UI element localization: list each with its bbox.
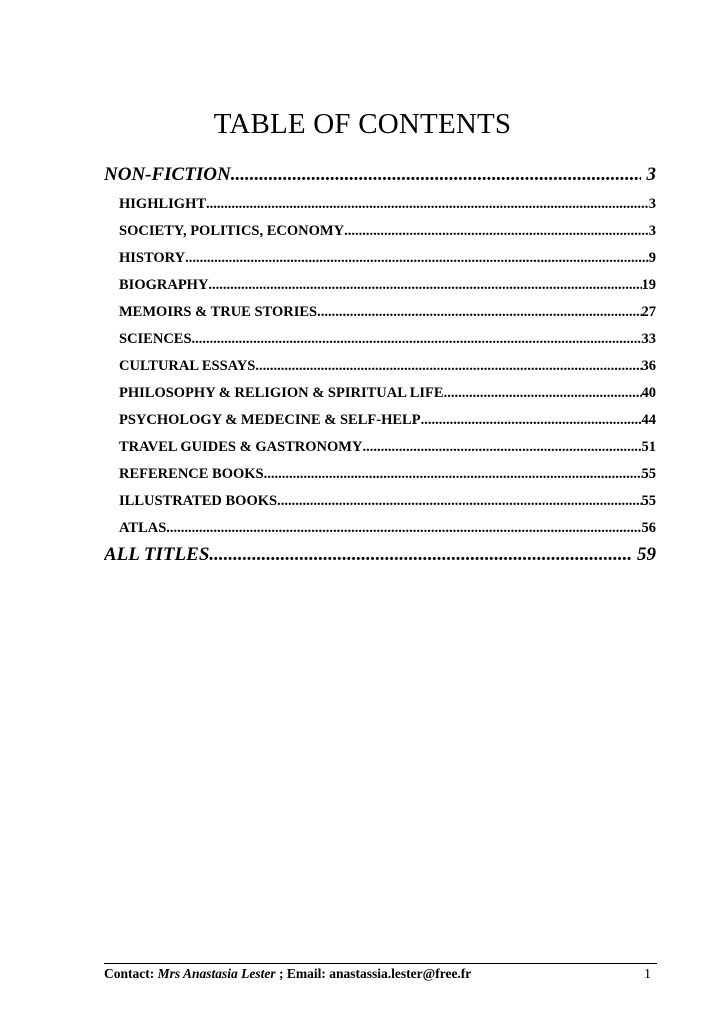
toc-section-all-titles[interactable] bbox=[104, 542, 656, 568]
toc-entry-label: REFERENCE BOOKS bbox=[119, 466, 264, 482]
toc-entry-memoirs-true-stories[interactable] bbox=[119, 299, 656, 326]
toc-leader-dots bbox=[317, 299, 641, 326]
toc-entry-label: ILLUSTRATED BOOKS bbox=[119, 493, 278, 509]
toc-leader-dots bbox=[362, 434, 641, 461]
table-of-contents bbox=[104, 162, 656, 568]
toc-entry-atlas[interactable] bbox=[119, 515, 656, 542]
contact-separator: ; bbox=[279, 966, 284, 981]
toc-entry-highlight[interactable] bbox=[119, 191, 656, 218]
toc-page-number: 44 bbox=[641, 412, 656, 428]
toc-entry-label: ATLAS bbox=[119, 520, 167, 536]
toc-leader-dots bbox=[192, 326, 642, 353]
toc-page-number: 51 bbox=[641, 439, 656, 455]
toc-entry-cultural-essays[interactable] bbox=[119, 353, 656, 380]
contact-label: Contact: bbox=[104, 966, 155, 981]
toc-section-label: ALL TITLES bbox=[104, 544, 210, 565]
toc-leader-dots bbox=[209, 542, 631, 568]
toc-entry-label: TRAVEL GUIDES & GASTRONOMY bbox=[119, 439, 363, 455]
toc-entry-psychology-medecine-self-help[interactable] bbox=[119, 407, 656, 434]
toc-entry-label: HIGHLIGHT bbox=[119, 196, 207, 212]
page-number: 1 bbox=[644, 967, 651, 982]
toc-page-number: 19 bbox=[641, 277, 656, 293]
toc-page-number: 3 bbox=[648, 223, 656, 239]
toc-entry-biography[interactable] bbox=[119, 272, 656, 299]
toc-section-label: NON-FICTION bbox=[104, 164, 231, 185]
toc-leader-dots bbox=[344, 218, 649, 245]
toc-page-number: 56 bbox=[641, 520, 656, 536]
page-title: TABLE OF CONTENTS bbox=[213, 108, 512, 140]
toc-page-number: 3 bbox=[646, 164, 656, 185]
toc-page-number: 40 bbox=[641, 385, 656, 401]
email-label: Email: bbox=[286, 966, 326, 981]
page-footer bbox=[104, 966, 657, 983]
email-address[interactable]: anastassia.lester@free.fr bbox=[329, 966, 472, 981]
toc-entry-history[interactable] bbox=[119, 245, 656, 272]
contact-name: Mrs Anastasia Lester bbox=[157, 966, 276, 981]
toc-entry-label: CULTURAL ESSAYS bbox=[119, 358, 256, 374]
toc-page-number: 36 bbox=[641, 358, 656, 374]
toc-leader-dots bbox=[185, 245, 649, 272]
toc-leader-dots bbox=[231, 162, 641, 188]
toc-entry-illustrated-books[interactable] bbox=[119, 488, 656, 515]
toc-page-number: 27 bbox=[641, 304, 656, 320]
toc-entry-label: BIOGRAPHY bbox=[119, 277, 209, 293]
toc-entry-society-politics-economy[interactable] bbox=[119, 218, 656, 245]
footer-contact bbox=[104, 966, 471, 982]
toc-page-number: 9 bbox=[648, 250, 656, 266]
toc-leader-dots bbox=[264, 461, 642, 488]
toc-leader-dots bbox=[206, 191, 649, 218]
toc-entry-sciences[interactable] bbox=[119, 326, 656, 353]
toc-entry-label: HISTORY bbox=[119, 250, 186, 266]
toc-leader-dots bbox=[421, 407, 642, 434]
toc-page-number: 59 bbox=[637, 544, 656, 565]
toc-page-number: 3 bbox=[648, 196, 656, 212]
toc-page-number: 55 bbox=[641, 466, 656, 482]
toc-entry-travel-guides-gastronomy[interactable] bbox=[119, 434, 656, 461]
toc-leader-dots bbox=[208, 272, 641, 299]
toc-leader-dots bbox=[255, 353, 641, 380]
toc-entry-label: PHILOSOPHY & RELIGION & SPIRITUAL LIFE bbox=[119, 385, 444, 401]
toc-leader-dots bbox=[277, 488, 641, 515]
toc-entry-label: PSYCHOLOGY & MEDECINE & SELF-HELP bbox=[119, 412, 421, 428]
toc-entry-philosophy-religion-spiritual-life[interactable] bbox=[119, 380, 656, 407]
toc-page-number: 55 bbox=[641, 493, 656, 509]
toc-entry-reference-books[interactable] bbox=[119, 461, 656, 488]
footer-divider bbox=[104, 963, 657, 964]
toc-leader-dots bbox=[166, 515, 641, 542]
toc-section-non-fiction[interactable] bbox=[104, 162, 656, 188]
toc-entry-label: SOCIETY, POLITICS, ECONOMY bbox=[119, 223, 345, 239]
toc-entry-label: MEMOIRS & TRUE STORIES bbox=[119, 304, 318, 320]
toc-leader-dots bbox=[444, 380, 642, 407]
toc-page-number: 33 bbox=[641, 331, 656, 347]
toc-entry-label: SCIENCES bbox=[119, 331, 192, 347]
